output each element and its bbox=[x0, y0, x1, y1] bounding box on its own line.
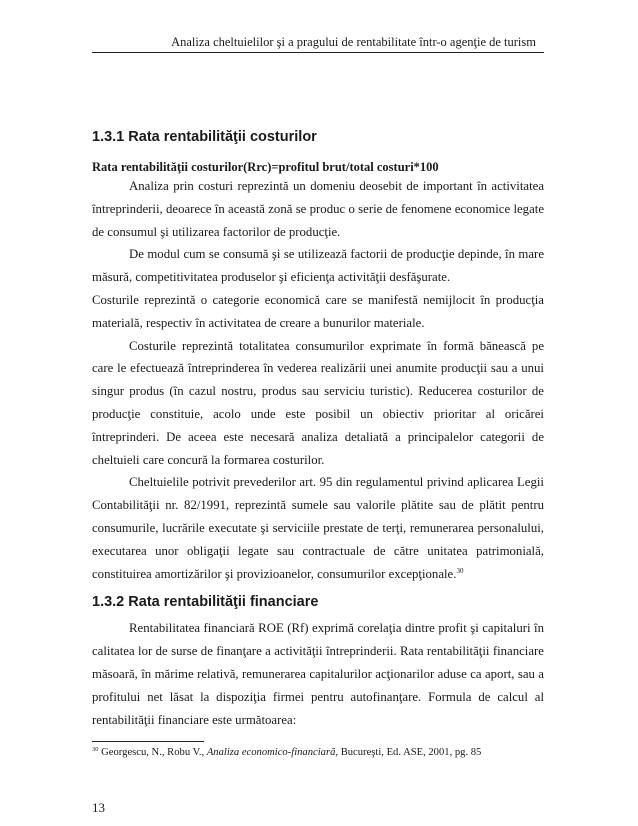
page-number: 13 bbox=[92, 800, 105, 815]
section-financial bbox=[92, 593, 544, 731]
section-heading-rf: 1.3.2 Rata rentabilităţii financiare bbox=[92, 594, 319, 611]
paragraph-costs-definition: Costurile reprezintă totalitatea consumurilor exprimate în formă bănească pe care le efectuează întreprinderea în vederea realizării unei anumite producţii sau a unui singur produs (în cazul nostru, produs sau serviciu turistic). Reducerea costurilor de producţie constituie, acolo unde este posibil un obiectiv prioritar al oricărei întreprinderi. De aceea este necesară analiza detaliată a principalelor categorii de cheltuieli care concură la formarea costurilor. bbox=[92, 338, 544, 467]
footnote-number: 30 bbox=[92, 746, 99, 753]
paragraph-costs-category: Costurile reprezintă o categorie economică care se manifestă nemijlocit în producţia materială, respectiv în activitatea de creare a bunurilor materiale. bbox=[92, 292, 544, 330]
paragraph-expenses bbox=[92, 471, 544, 585]
formula-rrc: Rata rentabilităţii costurilor(Rrc)=profitul brut/total costuri*100 bbox=[92, 160, 439, 174]
footnote-ref[interactable]: 30 bbox=[456, 566, 464, 575]
paragraph-expenses-text: Cheltuielile potrivit prevederilor art. 95 din regulamentul privind aplicarea Legii Contabilităţii nr. 82/1991, reprezintă sumele sau valorile plătite sau de plătit pentru consumurile, lucrările executate şi serviciile prestate de terţi, remunerarea personalului, executarea unor obligaţii legate sau contractuale de către unitatea patrimonială, constituirea amortizărilor şi provizioanelor, consumurilor excepţionale. bbox=[92, 475, 544, 581]
footnote bbox=[92, 746, 544, 760]
footnote-rule bbox=[92, 741, 204, 742]
footnote-title: Analiza economico-financiară bbox=[206, 747, 336, 758]
section-heading-rrc: 1.3.1 Rata rentabilităţii costurilor bbox=[92, 129, 317, 145]
page-body bbox=[92, 128, 544, 731]
paragraph-factors: De modul cum se consumă şi se utilizează factorii de producţie depinde, în mare măsură, competitivitatea produselor şi eficienţa activităţii desfăşurate. bbox=[92, 247, 544, 285]
footnote-authors: Georgescu, N., Robu V., bbox=[101, 747, 205, 758]
footnote-details: , Bucureşti, Ed. ASE, 2001, pg. 85 bbox=[335, 747, 482, 758]
paragraph-roe: Rentabilitatea financiară ROE (Rf) exprimă corelaţia dintre profit şi capitaluri în calitatea lor de surse de finanţare a activităţii întreprinderii. Rata rentabilităţii financiare măsoară, în mărime relativă, remunerarea capitalurilor acţionarilor aduse ca aport, sau a profitului net lăsat la dispoziţia firmei pentru autofinanţare. Formula de calcul al rentabilităţii financiare este următoarea: bbox=[92, 621, 544, 727]
header-rule bbox=[92, 52, 544, 53]
paragraph-costs-analysis: Analiza prin costuri reprezintă un domeniu deosebit de important în activitatea întreprinderii, deoarece în această zonă se produc o serie de fenomene economice legate de consumul şi utilizarea factorilor de producţie. bbox=[92, 179, 544, 239]
running-header: Analiza cheltuielilor şi a pragului de rentabilitate într-o agenţie de turism bbox=[171, 35, 536, 49]
